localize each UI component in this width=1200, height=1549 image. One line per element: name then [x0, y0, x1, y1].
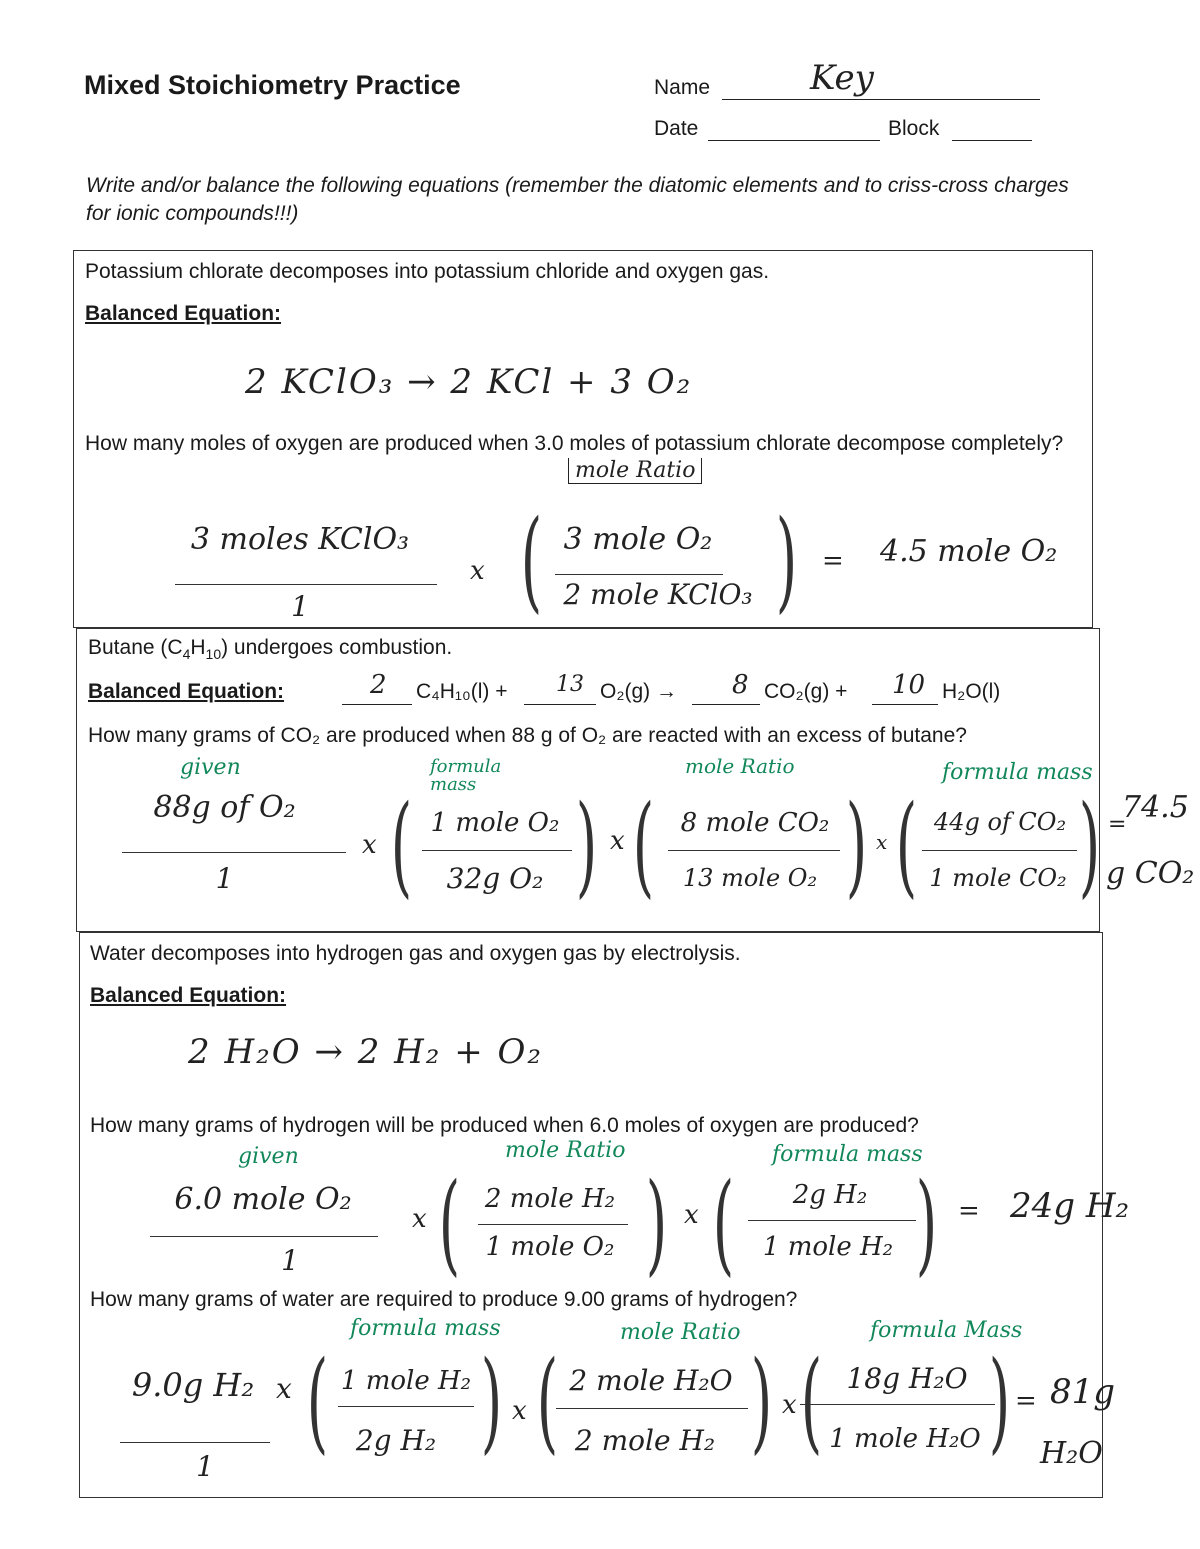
section-1-question: How many moles of oxygen are produced when 3.0 moles of potassium chlorate decompose completely? — [85, 432, 1064, 455]
s3a-f1-num: 2 mole H₂ — [484, 1184, 616, 1214]
section-2-question: How many grams of CO₂ are produced when 88 g of O₂ are reacted with an excess of butane? — [88, 724, 967, 747]
species-1: C₄H₁₀(l) + — [416, 680, 508, 703]
s3a-answer: 24g H₂ — [1010, 1186, 1130, 1226]
s3b-given-den: 1 — [196, 1450, 214, 1483]
s2-f1-num: 1 mole O₂ — [430, 808, 560, 838]
s3b-f2-line — [556, 1408, 748, 1409]
s3b-answer-top: 81g — [1050, 1372, 1116, 1412]
s3a-f1-line — [478, 1224, 628, 1225]
s3a-f2-paren-right: ) — [915, 1159, 938, 1287]
name-value: Key — [810, 58, 874, 98]
block-label: Block — [888, 117, 940, 140]
s2-answer-bottom: g CO₂ — [1106, 856, 1195, 891]
s3a-given-line — [150, 1236, 378, 1237]
s3a-f2-den: 1 mole H₂ — [762, 1232, 894, 1262]
section-2-prompt: Butane $(C_4H_{10})$ undergoes combustion. — [88, 636, 453, 663]
s3b-f1-line — [338, 1406, 474, 1407]
s3b-f1-den: 2g H₂ — [355, 1424, 437, 1457]
s2-f2-line — [668, 850, 840, 851]
s2-f1-line — [422, 850, 572, 851]
page-title: Mixed Stoichiometry Practice — [84, 70, 461, 100]
s2-f2-num: 8 mole CO₂ — [680, 808, 830, 838]
s3a-f1-den: 1 mole O₂ — [485, 1232, 615, 1262]
s3-label-given: given — [238, 1144, 299, 1169]
s2-f3-num: 44g of CO₂ — [933, 808, 1067, 836]
s2-f3-line — [922, 850, 1077, 851]
s2-f2-paren-left: ( — [632, 781, 655, 909]
s2-f1-paren-right: ) — [575, 781, 598, 909]
s1-given-line — [175, 584, 437, 585]
s3-label-mole-ratio: mole Ratio — [505, 1138, 626, 1163]
s3b-equals: = — [1015, 1386, 1037, 1416]
date-line — [708, 140, 880, 141]
name-line — [722, 99, 1040, 100]
s2-label-formula-mass-2: formula mass — [942, 760, 1093, 785]
s2-label-mole-ratio: mole Ratio — [685, 754, 795, 778]
s1-ratio-num: 3 mole O₂ — [563, 522, 713, 557]
s2-answer-eq: = — [1108, 812, 1127, 837]
section-3-balanced-label: Balanced Equation: — [90, 984, 287, 1007]
s3b-f3-den: 1 mole H₂O — [829, 1424, 981, 1454]
block-line — [952, 140, 1032, 141]
s2-given-line — [122, 852, 346, 853]
s2-f1-den: 32g O₂ — [446, 862, 544, 895]
section-3-equation: 2 H₂O → 2 H₂ + O₂ — [188, 1032, 544, 1072]
s2-times-3: x — [876, 830, 888, 854]
s3b-f3-paren-left: ( — [800, 1337, 823, 1465]
coef-1: 2 — [370, 670, 387, 700]
s2-f3-paren-left: ( — [895, 781, 918, 909]
s3b-f2-num: 2 mole H₂O — [569, 1364, 733, 1397]
coef-4: 10 — [892, 670, 926, 700]
name-label: Name — [654, 76, 711, 99]
s3b-answer-bottom: H₂O — [1040, 1436, 1103, 1471]
s2-f2-paren-right: ) — [845, 781, 868, 909]
s3a-times-1: x — [412, 1204, 427, 1234]
s3b-f2-paren-left: ( — [536, 1337, 559, 1465]
s3b-label-formula-mass-1: formula mass — [350, 1316, 501, 1341]
s2-given-num: 88g of O₂ — [153, 790, 296, 825]
s3b-f3-line — [800, 1404, 995, 1405]
s2-given-den: 1 — [215, 862, 234, 895]
s3a-given-den: 1 — [281, 1244, 299, 1277]
s1-paren-left: ( — [520, 496, 543, 624]
s3b-f2-paren-right: ) — [750, 1337, 773, 1465]
s3-label-formula-mass: formula mass — [772, 1142, 923, 1167]
s2-f1-paren-left: ( — [390, 781, 413, 909]
section-1-balanced-label: Balanced Equation: — [85, 302, 282, 325]
s1-ratio-line — [555, 574, 723, 575]
species-4: H₂O(l) — [942, 680, 1001, 703]
s3a-f2-paren-left: ( — [712, 1159, 735, 1287]
section-3-question-2: How many grams of water are required to produce 9.00 grams of hydrogen? — [90, 1288, 798, 1311]
coef-1-blank — [342, 704, 412, 705]
s3b-label-formula-mass-2: formula Mass — [870, 1318, 1023, 1343]
s3a-times-2: x — [684, 1200, 699, 1230]
s3b-f1-paren-right: ) — [480, 1337, 503, 1465]
s3b-label-mole-ratio: mole Ratio — [620, 1320, 741, 1345]
s1-times: x — [470, 556, 485, 586]
s3b-given-line — [120, 1442, 270, 1443]
coef-4-blank — [872, 704, 938, 705]
section-3-prompt: Water decomposes into hydrogen gas and oxygen gas by electrolysis. — [90, 942, 741, 965]
s2-f3-den: 1 mole CO₂ — [929, 864, 1067, 892]
species-2: O₂(g) → — [600, 680, 677, 703]
s2-f3-paren-right: ) — [1078, 781, 1101, 909]
s1-paren-right: ) — [775, 496, 798, 624]
s1-given-den: 1 — [291, 590, 309, 623]
s3b-times-0: x — [276, 1372, 292, 1405]
s3b-times-1: x — [512, 1396, 527, 1426]
section-1-note: mole Ratio — [568, 458, 702, 484]
s3a-given-num: 6.0 mole O₂ — [174, 1182, 352, 1217]
coef-2-blank — [524, 704, 596, 705]
s3b-f3-num: 18g H₂O — [846, 1362, 968, 1395]
s1-answer: 4.5 mole O₂ — [880, 534, 1058, 569]
coef-3-blank — [692, 704, 760, 705]
s3b-f1-num: 1 mole H₂ — [340, 1366, 472, 1396]
section-1-equation: 2 KClO₃ → 2 KCl + 3 O₂ — [245, 362, 693, 402]
s3a-f2-line — [748, 1220, 916, 1221]
s2-times-2: x — [610, 826, 625, 856]
s1-ratio-den: 2 mole KClO₃ — [563, 578, 753, 611]
s3b-f2-den: 2 mole H₂ — [574, 1424, 716, 1457]
coef-3: 8 — [732, 670, 749, 700]
s3a-equals: = — [958, 1196, 980, 1226]
instructions: Write and/or balance the following equations (remember the diatomic elements and to criss-cross charges for ionic compounds!!!) — [86, 174, 1069, 225]
s2-label-given: given — [180, 755, 241, 780]
date-label: Date — [654, 117, 699, 140]
s3a-f1-paren-left: ( — [438, 1159, 461, 1287]
s3b-times-2: x — [782, 1390, 797, 1420]
section-1-prompt: Potassium chlorate decomposes into potassium chloride and oxygen gas. — [85, 260, 770, 283]
s1-equals: = — [822, 546, 844, 576]
s2-answer-top: 74.5 — [1122, 790, 1189, 825]
section-3-question-1: How many grams of hydrogen will be produced when 6.0 moles of oxygen are produced? — [90, 1114, 919, 1137]
s2-f2-den: 13 mole O₂ — [682, 864, 818, 892]
coef-2: 13 — [556, 672, 584, 697]
s3b-given-num: 9.0g H₂ — [131, 1366, 255, 1404]
s3b-f3-paren-right: ) — [988, 1337, 1011, 1465]
species-3: CO₂(g) + — [764, 680, 848, 703]
s1-given-num: 3 moles KClO₃ — [190, 522, 410, 557]
s2-label-formula-mass-1: formula mass — [430, 756, 502, 795]
s2-times-1: x — [362, 830, 377, 860]
s3a-f2-num: 2g H₂ — [792, 1180, 868, 1210]
section-2-balanced-label: Balanced Equation: — [88, 680, 285, 703]
s3b-f1-paren-left: ( — [306, 1337, 329, 1465]
s3a-f1-paren-right: ) — [645, 1159, 668, 1287]
